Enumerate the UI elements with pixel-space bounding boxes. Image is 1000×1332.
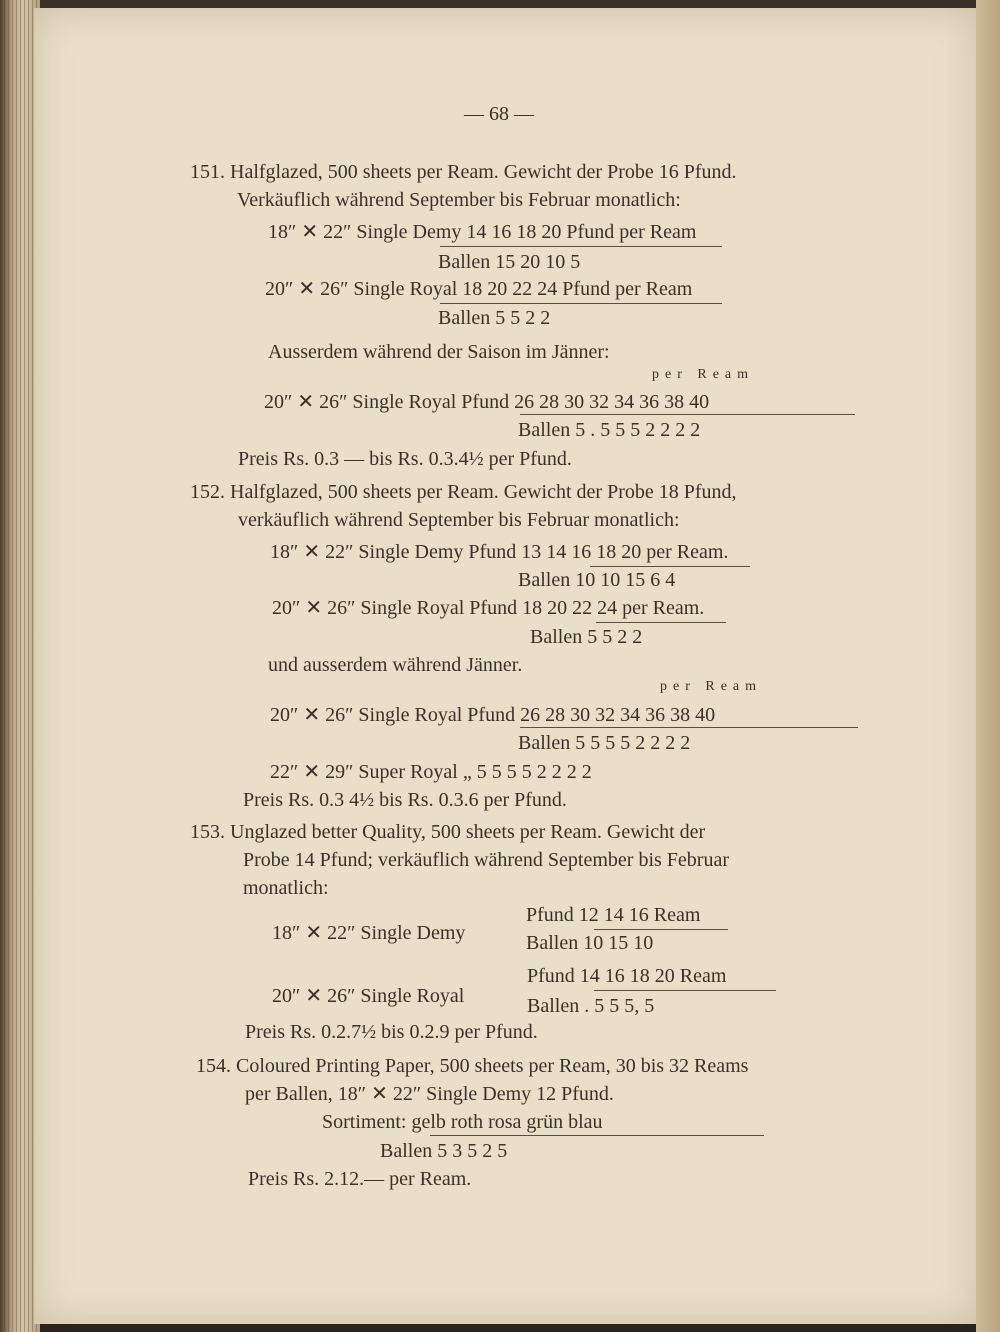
table-rule bbox=[440, 303, 722, 304]
entry-151-per-ream: per Ream bbox=[652, 367, 755, 382]
entry-152-line-1: 152. Halfglazed, 500 sheets per Ream. Gewicht der Probe 18 Pfund, bbox=[190, 481, 737, 503]
entry-152-row-5: 20″ ✕ 26″ Single Royal Pfund 26 28 30 32 34 36 38 40 bbox=[270, 704, 716, 726]
table-rule bbox=[590, 566, 750, 567]
entry-152-line-3: und ausserdem während Jänner. bbox=[268, 654, 523, 676]
entry-153-line-1: 153. Unglazed better Quality, 500 sheets per Ream. Gewicht der bbox=[190, 821, 706, 843]
entry-152-row-6: Ballen 5 5 5 5 2 2 2 2 bbox=[518, 732, 691, 754]
table-rule bbox=[594, 990, 776, 991]
entry-151-row-6: Ballen 5 . 5 5 5 2 2 2 2 bbox=[518, 419, 701, 441]
entry-153-ballen-2: Ballen . 5 5 5, 5 bbox=[527, 995, 655, 1017]
entry-152-per-ream: per Ream bbox=[660, 679, 763, 694]
entry-153-line-3: monatlich: bbox=[243, 877, 329, 899]
entry-152-row-4: Ballen 5 5 2 2 bbox=[530, 626, 643, 648]
entry-152-row-7: 22″ ✕ 29″ Super Royal „ 5 5 5 5 2 2 2 2 bbox=[270, 761, 592, 783]
entry-154-line-1: 154. Coloured Printing Paper, 500 sheets per Ream, 30 bis 32 Reams bbox=[196, 1055, 749, 1077]
entry-153-demy: 18″ ✕ 22″ Single Demy bbox=[272, 922, 466, 944]
entry-152-row-3: 20″ ✕ 26″ Single Royal Pfund 18 20 22 24 per Ream. bbox=[272, 597, 705, 619]
page-right-edge bbox=[976, 0, 1000, 1332]
table-rule bbox=[596, 622, 726, 623]
table-rule bbox=[430, 1135, 764, 1136]
entry-151-line-1: 151. Halfglazed, 500 sheets per Ream. Gewicht der Probe 16 Pfund. bbox=[190, 161, 737, 183]
entry-152-row-2: Ballen 10 10 15 6 4 bbox=[518, 569, 676, 591]
entry-154-sortiment: Sortiment: gelb roth rosa grün blau bbox=[322, 1111, 603, 1133]
table-rule bbox=[440, 246, 722, 247]
entry-153-royal: 20″ ✕ 26″ Single Royal bbox=[272, 985, 465, 1007]
table-rule bbox=[520, 414, 855, 415]
entry-153-pfund-2: Pfund 14 16 18 20 Ream bbox=[527, 965, 727, 987]
entry-153-ballen-1: Ballen 10 15 10 bbox=[526, 932, 654, 954]
entry-152-row-1: 18″ ✕ 22″ Single Demy Pfund 13 14 16 18 20 per Ream. bbox=[270, 541, 729, 563]
entry-154-ballen: Ballen 5 3 5 2 5 bbox=[380, 1140, 508, 1162]
table-rule bbox=[520, 727, 858, 728]
entry-154-price: Preis Rs. 2.12.— per Ream. bbox=[248, 1168, 472, 1190]
entry-151-row-4: Ballen 5 5 2 2 bbox=[438, 307, 551, 329]
page-number: — 68 — bbox=[464, 103, 534, 125]
entry-153-pfund-1: Pfund 12 14 16 Ream bbox=[526, 904, 701, 926]
entry-151-row-1: 18″ ✕ 22″ Single Demy 14 16 18 20 Pfund per Ream bbox=[268, 221, 697, 243]
entry-151-row-2: Ballen 15 20 10 5 bbox=[438, 251, 581, 273]
entry-153-price: Preis Rs. 0.2.7½ bis 0.2.9 per Pfund. bbox=[245, 1021, 538, 1043]
entry-152-line-2: verkäuflich während September bis Februar monatlich: bbox=[238, 509, 680, 531]
entry-154-line-2: per Ballen, 18″ ✕ 22″ Single Demy 12 Pfund. bbox=[245, 1083, 614, 1105]
entry-151-line-2: Verkäuflich während September bis Februar monatlich: bbox=[237, 189, 681, 211]
table-rule bbox=[594, 929, 728, 930]
entry-151-row-5: 20″ ✕ 26″ Single Royal Pfund 26 28 30 32 34 36 38 40 bbox=[264, 391, 710, 413]
entry-152-price: Preis Rs. 0.3 4½ bis Rs. 0.3.6 per Pfund. bbox=[243, 789, 567, 811]
entry-153-line-2: Probe 14 Pfund; verkäuflich während September bis Februar bbox=[243, 849, 729, 871]
entry-151-row-3: 20″ ✕ 26″ Single Royal 18 20 22 24 Pfund per Ream bbox=[265, 278, 693, 300]
entry-151-price: Preis Rs. 0.3 — bis Rs. 0.3.4½ per Pfund. bbox=[238, 448, 572, 470]
entry-151-line-3: Ausserdem während der Saison im Jänner: bbox=[268, 341, 610, 363]
